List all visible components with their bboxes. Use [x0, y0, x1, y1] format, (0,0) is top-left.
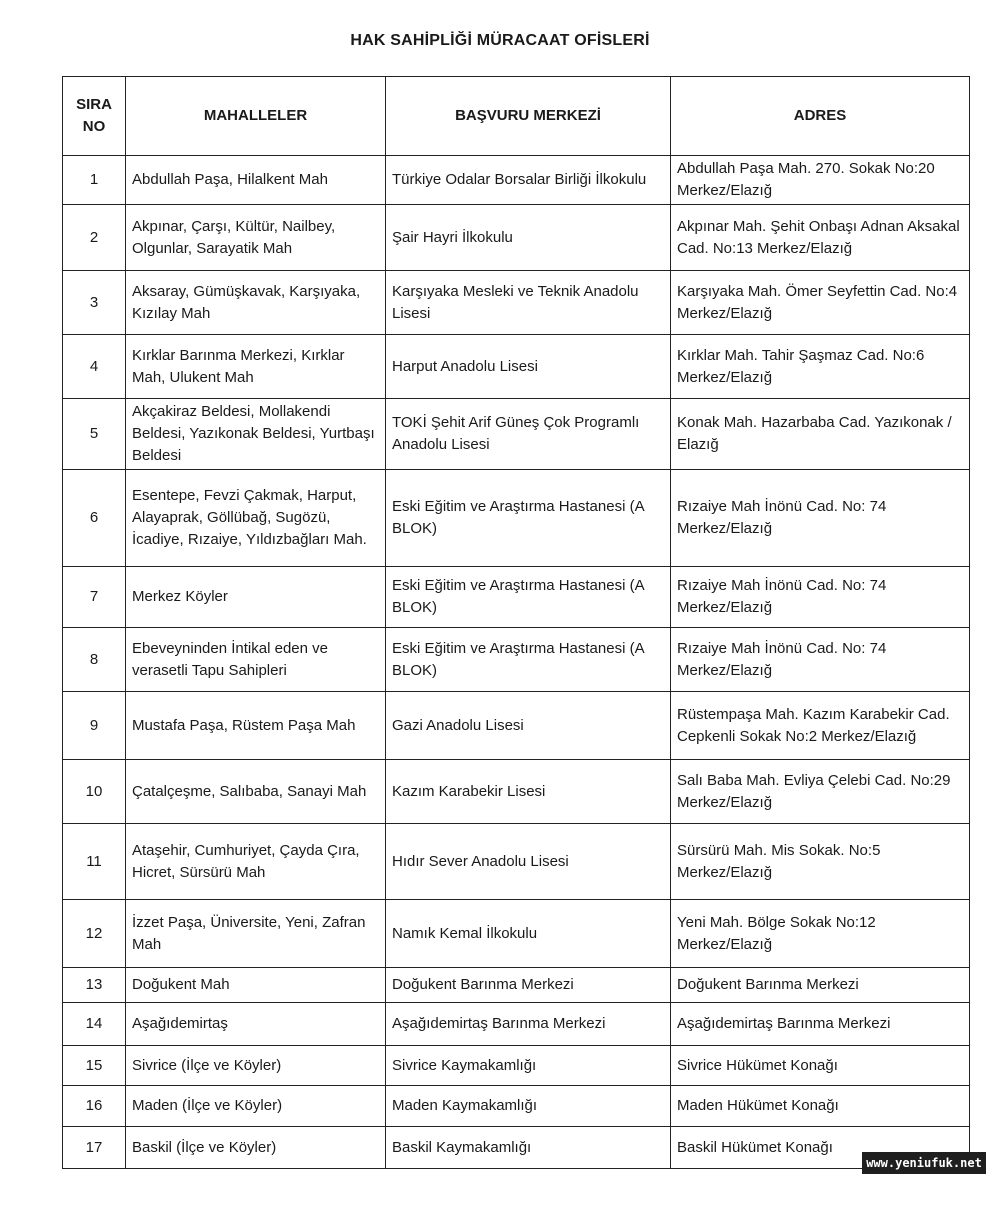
row-number-cell: 1 — [63, 156, 126, 205]
table-row — [63, 760, 970, 824]
table-row — [63, 628, 970, 692]
adres-cell: Rızaiye Mah İnönü Cad. No: 74 Merkez/Elazığ — [671, 628, 970, 692]
mahalleler-cell: Esentepe, Fevzi Çakmak, Harput, Alayaprak, Göllübağ, Sugözü, İcadiye, Rızaiye, Yıldızbağları Mah. — [126, 470, 386, 567]
row-number-cell: 5 — [63, 399, 126, 470]
site-watermark: www.yeniufuk.net — [862, 1152, 986, 1174]
table-row — [63, 1046, 970, 1086]
mahalleler-cell: Akçakiraz Beldesi, Mollakendi Beldesi, Yazıkonak Beldesi, Yurtbaşı Beldesi — [126, 399, 386, 470]
row-number-cell: 2 — [63, 205, 126, 271]
row-number-cell: 4 — [63, 335, 126, 399]
mahalleler-cell: Maden (İlçe ve Köyler) — [126, 1086, 386, 1127]
basvuru-merkezi-cell: Türkiye Odalar Borsalar Birliği İlkokulu — [386, 156, 671, 205]
table-row — [63, 1086, 970, 1127]
table-row — [63, 692, 970, 760]
table-row — [63, 968, 970, 1003]
adres-cell: Rüstempaşa Mah. Kazım Karabekir Cad. Cepkenli Sokak No:2 Merkez/Elazığ — [671, 692, 970, 760]
basvuru-merkezi-cell: Sivrice Kaymakamlığı — [386, 1046, 671, 1086]
row-number-cell: 8 — [63, 628, 126, 692]
adres-cell: Karşıyaka Mah. Ömer Seyfettin Cad. No:4 Merkez/Elazığ — [671, 271, 970, 335]
basvuru-merkezi-cell: Şair Hayri İlkokulu — [386, 205, 671, 271]
header-sira-no — [63, 77, 126, 156]
basvuru-merkezi-cell: Hıdır Sever Anadolu Lisesi — [386, 824, 671, 900]
header-mahalleler: MAHALLELER — [126, 77, 386, 156]
adres-cell: Konak Mah. Hazarbaba Cad. Yazıkonak / Elazığ — [671, 399, 970, 470]
mahalleler-cell: Ebeveyninden İntikal eden ve verasetli Tapu Sahipleri — [126, 628, 386, 692]
row-number-cell: 15 — [63, 1046, 126, 1086]
mahalleler-cell: Sivrice (İlçe ve Köyler) — [126, 1046, 386, 1086]
basvuru-merkezi-cell: Kazım Karabekir Lisesi — [386, 760, 671, 824]
table-row — [63, 156, 970, 205]
row-number-cell: 17 — [63, 1127, 126, 1169]
page-title: HAK SAHİPLİĞİ MÜRACAAT OFİSLERİ — [350, 32, 650, 49]
mahalleler-cell: Kırklar Barınma Merkezi, Kırklar Mah, Ulukent Mah — [126, 335, 386, 399]
table-body — [63, 156, 970, 1169]
mahalleler-cell: Ataşehir, Cumhuriyet, Çayda Çıra, Hicret, Sürsürü Mah — [126, 824, 386, 900]
table-header-row — [63, 77, 970, 156]
adres-cell: Kırklar Mah. Tahir Şaşmaz Cad. No:6 Merkez/Elazığ — [671, 335, 970, 399]
row-number-cell: 12 — [63, 900, 126, 968]
mahalleler-cell: Aksaray, Gümüşkavak, Karşıyaka, Kızılay Mah — [126, 271, 386, 335]
basvuru-merkezi-cell: Doğukent Barınma Merkezi — [386, 968, 671, 1003]
basvuru-merkezi-cell: Eski Eğitim ve Araştırma Hastanesi (A BLOK) — [386, 628, 671, 692]
adres-cell: Doğukent Barınma Merkezi — [671, 968, 970, 1003]
row-number-cell: 13 — [63, 968, 126, 1003]
table-row — [63, 900, 970, 968]
basvuru-merkezi-cell: Eski Eğitim ve Araştırma Hastanesi (A BLOK) — [386, 567, 671, 628]
basvuru-merkezi-cell: Baskil Kaymakamlığı — [386, 1127, 671, 1169]
mahalleler-cell: Merkez Köyler — [126, 567, 386, 628]
table-row — [63, 567, 970, 628]
table-row — [63, 399, 970, 470]
adres-cell: Rızaiye Mah İnönü Cad. No: 74 Merkez/Elazığ — [671, 470, 970, 567]
mahalleler-cell: Çatalçeşme, Salıbaba, Sanayi Mah — [126, 760, 386, 824]
table-row — [63, 1003, 970, 1046]
row-number-cell: 10 — [63, 760, 126, 824]
mahalleler-cell: Doğukent Mah — [126, 968, 386, 1003]
basvuru-merkezi-cell: Namık Kemal İlkokulu — [386, 900, 671, 968]
adres-cell: Salı Baba Mah. Evliya Çelebi Cad. No:29 Merkez/Elazığ — [671, 760, 970, 824]
header-sira-no-label: SIRA NO — [76, 96, 112, 135]
adres-cell: Yeni Mah. Bölge Sokak No:12 Merkez/Elazığ — [671, 900, 970, 968]
basvuru-merkezi-cell: Eski Eğitim ve Araştırma Hastanesi (A BLOK) — [386, 470, 671, 567]
row-number-cell: 6 — [63, 470, 126, 567]
adres-cell: Abdullah Paşa Mah. 270. Sokak No:20 Merkez/Elazığ — [671, 156, 970, 205]
mahalleler-cell: Mustafa Paşa, Rüstem Paşa Mah — [126, 692, 386, 760]
row-number-cell: 3 — [63, 271, 126, 335]
row-number-cell: 16 — [63, 1086, 126, 1127]
adres-cell: Aşağıdemirtaş Barınma Merkezi — [671, 1003, 970, 1046]
offices-table — [62, 76, 970, 1169]
table-row — [63, 824, 970, 900]
basvuru-merkezi-cell: Harput Anadolu Lisesi — [386, 335, 671, 399]
adres-cell: Sürsürü Mah. Mis Sokak. No:5 Merkez/Elazığ — [671, 824, 970, 900]
row-number-cell: 7 — [63, 567, 126, 628]
header-basvuru-merkezi: BAŞVURU MERKEZİ — [386, 77, 671, 156]
table-row — [63, 335, 970, 399]
adres-cell: Sivrice Hükümet Konağı — [671, 1046, 970, 1086]
adres-cell: Baskil Hükümet Konağı — [671, 1127, 970, 1169]
table-row — [63, 1127, 970, 1169]
basvuru-merkezi-cell: Karşıyaka Mesleki ve Teknik Anadolu Lisesi — [386, 271, 671, 335]
mahalleler-cell: İzzet Paşa, Üniversite, Yeni, Zafran Mah — [126, 900, 386, 968]
basvuru-merkezi-cell: Gazi Anadolu Lisesi — [386, 692, 671, 760]
mahalleler-cell: Akpınar, Çarşı, Kültür, Nailbey, Olgunlar, Sarayatik Mah — [126, 205, 386, 271]
table-row — [63, 470, 970, 567]
table-row — [63, 205, 970, 271]
mahalleler-cell: Baskil (İlçe ve Köyler) — [126, 1127, 386, 1169]
header-adres: ADRES — [671, 77, 970, 156]
table-row — [63, 271, 970, 335]
basvuru-merkezi-cell: Maden Kaymakamlığı — [386, 1086, 671, 1127]
adres-cell: Maden Hükümet Konağı — [671, 1086, 970, 1127]
basvuru-merkezi-cell: Aşağıdemirtaş Barınma Merkezi — [386, 1003, 671, 1046]
basvuru-merkezi-cell: TOKİ Şehit Arif Güneş Çok Programlı Anadolu Lisesi — [386, 399, 671, 470]
row-number-cell: 14 — [63, 1003, 126, 1046]
adres-cell: Akpınar Mah. Şehit Onbaşı Adnan Aksakal Cad. No:13 Merkez/Elazığ — [671, 205, 970, 271]
adres-cell: Rızaiye Mah İnönü Cad. No: 74 Merkez/Elazığ — [671, 567, 970, 628]
mahalleler-cell: Abdullah Paşa, Hilalkent Mah — [126, 156, 386, 205]
row-number-cell: 9 — [63, 692, 126, 760]
row-number-cell: 11 — [63, 824, 126, 900]
mahalleler-cell: Aşağıdemirtaş — [126, 1003, 386, 1046]
